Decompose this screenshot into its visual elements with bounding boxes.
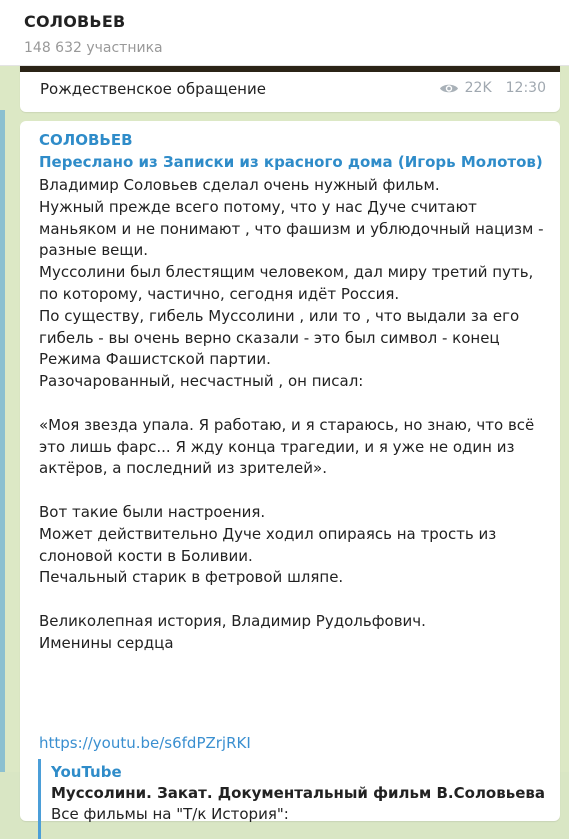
message-line: маньяком и не понимают , что фашизм и ублюдочный нацизм - xyxy=(39,219,544,238)
message-time: 12:30 xyxy=(505,80,546,96)
message-line: Вот такие были настроения. xyxy=(39,502,266,521)
blank-line xyxy=(39,393,554,415)
message-line: Режима Фашистской партии. xyxy=(39,350,271,369)
blank-line xyxy=(39,480,554,502)
chat-header[interactable] xyxy=(0,0,569,66)
message-line: По существу, гибель Муссолини , или то , что выдали за его xyxy=(39,306,520,325)
preview-title: Муссолини. Закат. Документальный фильм В.Соловьева xyxy=(51,784,545,802)
message-author[interactable]: СОЛОВЬЕВ xyxy=(39,131,133,149)
message-meta xyxy=(439,80,546,96)
message-bubble[interactable] xyxy=(20,121,560,821)
message-line: это лишь фарс... Я жду конца трагедии, и я уже не один из xyxy=(39,437,515,456)
message-list[interactable] xyxy=(0,66,569,823)
message-line: гибель - вы очень верно сказали - это был символ - конец xyxy=(39,328,500,347)
message-line: Великолепная история, Владимир Рудольфович. xyxy=(39,611,426,630)
message-line: Может действительно Дуче ходил опираясь на трость из xyxy=(39,524,497,543)
message-caption: Рождественское обращение xyxy=(40,80,266,98)
eye-icon xyxy=(439,82,459,95)
message-line: Разочарованный, несчастный , он писал: xyxy=(39,372,364,391)
preview-description: Все фильмы на "Т/к История": xyxy=(51,805,289,823)
message-line: актёров, а последний из зрителей». xyxy=(39,459,327,478)
message-line: разные вещи. xyxy=(39,241,149,260)
message-text xyxy=(39,175,554,676)
message-line: Именины сердца xyxy=(39,633,174,652)
blank-line xyxy=(39,655,554,677)
blank-line xyxy=(39,589,554,611)
view-count: 22K xyxy=(464,80,492,96)
message-line: по которому, частично, сегодня идёт Россия. xyxy=(39,284,400,303)
message-line: слоновой кости в Боливии. xyxy=(39,546,253,565)
selection-indicator xyxy=(0,110,5,772)
forwarded-from[interactable]: Переслано из Записки из красного дома (Игорь Молотов) xyxy=(39,153,543,171)
message-line: Муссолини был блестящим человеком, дал миру третий путь, xyxy=(39,263,534,282)
message-line: Владимир Соловьев сделал очень нужный фильм. xyxy=(39,176,440,194)
link-preview[interactable] xyxy=(38,759,545,839)
message-line: Печальный старик в фетровой шляпе. xyxy=(39,568,344,587)
member-count: 148 632 участника xyxy=(24,40,163,56)
message-line: «Моя звезда упала. Я работаю, и я стараюсь, но знаю, что всё xyxy=(39,415,535,434)
channel-title[interactable]: СОЛОВЬЕВ xyxy=(24,12,126,31)
youtube-link[interactable]: https://youtu.be/s6fdPZrjRKI xyxy=(39,734,251,752)
message-line: Нужный прежде всего потому, что у нас Дуче считают xyxy=(39,197,477,216)
preview-source: YouTube xyxy=(51,763,122,781)
